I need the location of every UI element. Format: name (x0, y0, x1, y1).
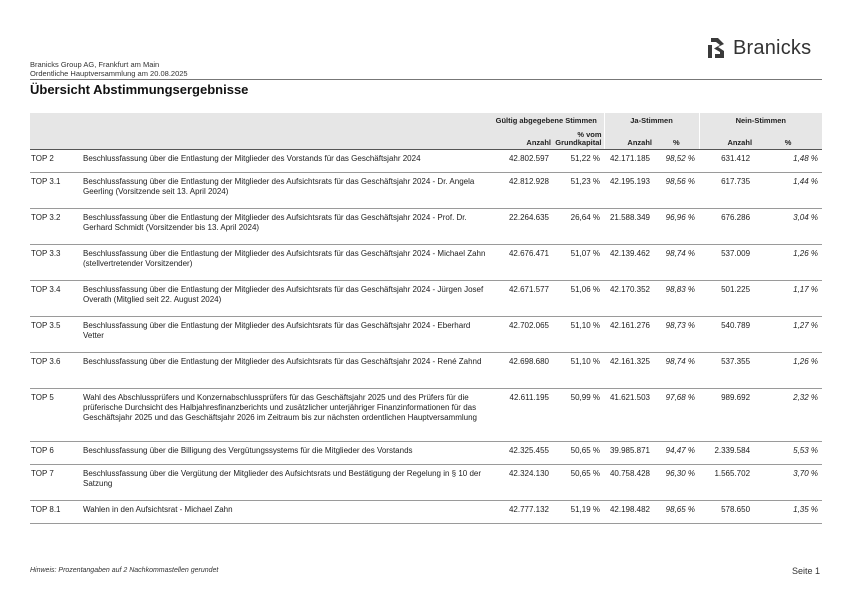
pct-capital: 51,06 % (553, 281, 604, 317)
agenda-item: TOP 3.3 (30, 245, 81, 281)
header-blank (81, 113, 489, 127)
pct-capital: 51,07 % (553, 245, 604, 281)
no-votes: 989.692 (699, 389, 754, 442)
no-votes: 631.412 (699, 150, 754, 173)
brand-logo (706, 36, 811, 60)
yes-votes: 42.195.193 (604, 173, 654, 209)
no-votes: 501.225 (699, 281, 754, 317)
no-pct: 1,26 % (754, 245, 822, 281)
resolution-description: Wahl des Abschlussprüfers und Konzernabschlussprüfers für das Geschäftsjahr 2025 und des Prüfers für die prüferische Durchsicht des Halbjahresfinanzberichts und zusätzlicher unterjähriger Finanzinformationen für das Geschäftsjahr 2025 und das Geschäftsjahr 2026 im Zeitraum bis zur nächsten ordentlichen Hauptversammlung (81, 389, 489, 442)
no-votes: 540.789 (699, 317, 754, 353)
yes-votes: 42.161.325 (604, 353, 654, 389)
table-row (30, 317, 822, 353)
no-pct: 1,48 % (754, 150, 822, 173)
resolution-description: Wahlen in den Aufsichtsrat - Michael Zahn (81, 501, 489, 524)
yes-votes: 42.198.482 (604, 501, 654, 524)
yes-pct: 98,52 % (654, 150, 699, 173)
yes-pct: 98,56 % (654, 173, 699, 209)
table-row (30, 245, 822, 281)
table-row (30, 501, 822, 524)
valid-votes: 42.324.130 (489, 465, 553, 501)
pct-capital: 51,10 % (553, 353, 604, 389)
document-header (30, 60, 188, 78)
no-votes: 676.286 (699, 209, 754, 245)
page-number: Seite 1 (791, 566, 820, 576)
yes-votes: 39.985.871 (604, 442, 654, 465)
valid-votes: 42.325.455 (489, 442, 553, 465)
resolution-description: Beschlussfassung über die Entlastung der Mitglieder des Aufsichtsrats für das Geschäftsjahr 2024 - Michael Zahn (stellvertretender Vorsitzender) (81, 245, 489, 281)
table-row (30, 442, 822, 465)
yes-pct: 98,74 % (654, 353, 699, 389)
header-yes-count: Anzahl (604, 127, 654, 150)
header-valid-count: Anzahl (489, 127, 553, 150)
agenda-item: TOP 2 (30, 150, 81, 173)
table-row (30, 281, 822, 317)
no-pct: 1,44 % (754, 173, 822, 209)
header-yes-votes: Ja-Stimmen (604, 113, 699, 127)
header-no-votes: Nein-Stimmen (699, 113, 822, 127)
valid-votes: 42.676.471 (489, 245, 553, 281)
table-row (30, 150, 822, 173)
pct-capital: 51,22 % (553, 150, 604, 173)
agenda-item: TOP 6 (30, 442, 81, 465)
no-pct: 1,26 % (754, 353, 822, 389)
agenda-item: TOP 5 (30, 389, 81, 442)
header-pct-capital-line2: Grundkapital (555, 138, 602, 147)
yes-votes: 21.588.349 (604, 209, 654, 245)
results-table (30, 113, 822, 524)
no-votes: 2.339.584 (699, 442, 754, 465)
valid-votes: 42.812.928 (489, 173, 553, 209)
branicks-logo-icon (706, 36, 728, 60)
valid-votes: 42.702.065 (489, 317, 553, 353)
table-row (30, 353, 822, 389)
no-votes: 537.355 (699, 353, 754, 389)
no-votes: 578.650 (699, 501, 754, 524)
header-no-count: Anzahl (699, 127, 754, 150)
yes-pct: 96,30 % (654, 465, 699, 501)
table-row (30, 465, 822, 501)
no-pct: 1,17 % (754, 281, 822, 317)
no-pct: 1,27 % (754, 317, 822, 353)
resolution-description: Beschlussfassung über die Entlastung der Mitglieder des Aufsichtsrats für das Geschäftsjahr 2024 - Dr. Angela Geerling (Vorsitzende seit 13. April 2024) (81, 173, 489, 209)
pct-capital: 50,65 % (553, 442, 604, 465)
valid-votes: 22.264.635 (489, 209, 553, 245)
header-yes-pct: % (654, 127, 699, 150)
no-pct: 1,35 % (754, 501, 822, 524)
no-pct: 3,04 % (754, 209, 822, 245)
pct-capital: 51,23 % (553, 173, 604, 209)
header-pct-capital-line1: % vom (577, 130, 602, 139)
yes-votes: 42.171.185 (604, 150, 654, 173)
header-blank (30, 113, 81, 127)
agenda-item: TOP 3.1 (30, 173, 81, 209)
yes-votes: 41.621.503 (604, 389, 654, 442)
no-votes: 1.565.702 (699, 465, 754, 501)
header-no-pct: % (754, 127, 822, 150)
resolution-description: Beschlussfassung über die Entlastung der Mitglieder des Aufsichtsrats für das Geschäftsjahr 2024 - René Zahnd (81, 353, 489, 389)
yes-pct: 96,96 % (654, 209, 699, 245)
no-votes: 537.009 (699, 245, 754, 281)
header-pct-capital (553, 127, 604, 150)
agenda-item: TOP 3.2 (30, 209, 81, 245)
pct-capital: 51,19 % (553, 501, 604, 524)
no-pct: 5,53 % (754, 442, 822, 465)
valid-votes: 42.671.577 (489, 281, 553, 317)
header-blank (30, 127, 81, 150)
page-title: Übersicht Abstimmungsergebnisse (30, 82, 249, 97)
yes-votes: 42.170.352 (604, 281, 654, 317)
agenda-item: TOP 3.5 (30, 317, 81, 353)
yes-votes: 40.758.428 (604, 465, 654, 501)
company-name: Branicks Group AG, Frankfurt am Main (30, 60, 160, 69)
no-votes: 617.735 (699, 173, 754, 209)
yes-pct: 94,47 % (654, 442, 699, 465)
yes-pct: 98,73 % (654, 317, 699, 353)
event-name: Ordentliche Hauptversammlung am 20.08.2025 (30, 69, 188, 78)
yes-pct: 97,68 % (654, 389, 699, 442)
valid-votes: 42.698.680 (489, 353, 553, 389)
yes-pct: 98,65 % (654, 501, 699, 524)
no-pct: 3,70 % (754, 465, 822, 501)
agenda-item: TOP 8.1 (30, 501, 81, 524)
table-row (30, 209, 822, 245)
valid-votes: 42.802.597 (489, 150, 553, 173)
resolution-description: Beschlussfassung über die Billigung des Vergütungssystems für die Mitglieder des Vorstands (81, 442, 489, 465)
header-blank (81, 127, 489, 150)
table-row (30, 389, 822, 442)
pct-capital: 50,99 % (553, 389, 604, 442)
yes-pct: 98,74 % (654, 245, 699, 281)
resolution-description: Beschlussfassung über die Entlastung der Mitglieder des Aufsichtsrats für das Geschäftsjahr 2024 - Jürgen Josef Overath (Mitglied seit 22. August 2024) (81, 281, 489, 317)
valid-votes: 42.777.132 (489, 501, 553, 524)
yes-pct: 98,83 % (654, 281, 699, 317)
resolution-description: Beschlussfassung über die Entlastung der Mitglieder des Vorstands für das Geschäftsjahr 2024 (81, 150, 489, 173)
resolution-description: Beschlussfassung über die Vergütung der Mitglieder des Aufsichtsrats und Bestätigung der Regelung in § 10 der Satzung (81, 465, 489, 501)
agenda-item: TOP 3.6 (30, 353, 81, 389)
header-valid-votes: Gültig abgegebene Stimmen (489, 113, 604, 127)
yes-votes: 42.161.276 (604, 317, 654, 353)
yes-votes: 42.139.462 (604, 245, 654, 281)
footnote: Hinweis: Prozentangaben auf 2 Nachkommastellen gerundet (30, 567, 219, 574)
valid-votes: 42.611.195 (489, 389, 553, 442)
no-pct: 2,32 % (754, 389, 822, 442)
table-header-sub-row (30, 127, 822, 150)
resolution-description: Beschlussfassung über die Entlastung der Mitglieder des Aufsichtsrats für das Geschäftsjahr 2024 - Eberhard Vetter (81, 317, 489, 353)
pct-capital: 50,65 % (553, 465, 604, 501)
resolution-description: Beschlussfassung über die Entlastung der Mitglieder des Aufsichtsrats für das Geschäftsjahr 2024 - Prof. Dr. Gerhard Schmidt (Vorsitzender bis 13. April 2024) (81, 209, 489, 245)
agenda-item: TOP 7 (30, 465, 81, 501)
table-header-group-row (30, 113, 822, 127)
agenda-item: TOP 3.4 (30, 281, 81, 317)
table-row (30, 173, 822, 209)
pct-capital: 51,10 % (553, 317, 604, 353)
header-divider (30, 79, 822, 80)
brand-name: Branicks (733, 36, 812, 59)
pct-capital: 26,64 % (553, 209, 604, 245)
